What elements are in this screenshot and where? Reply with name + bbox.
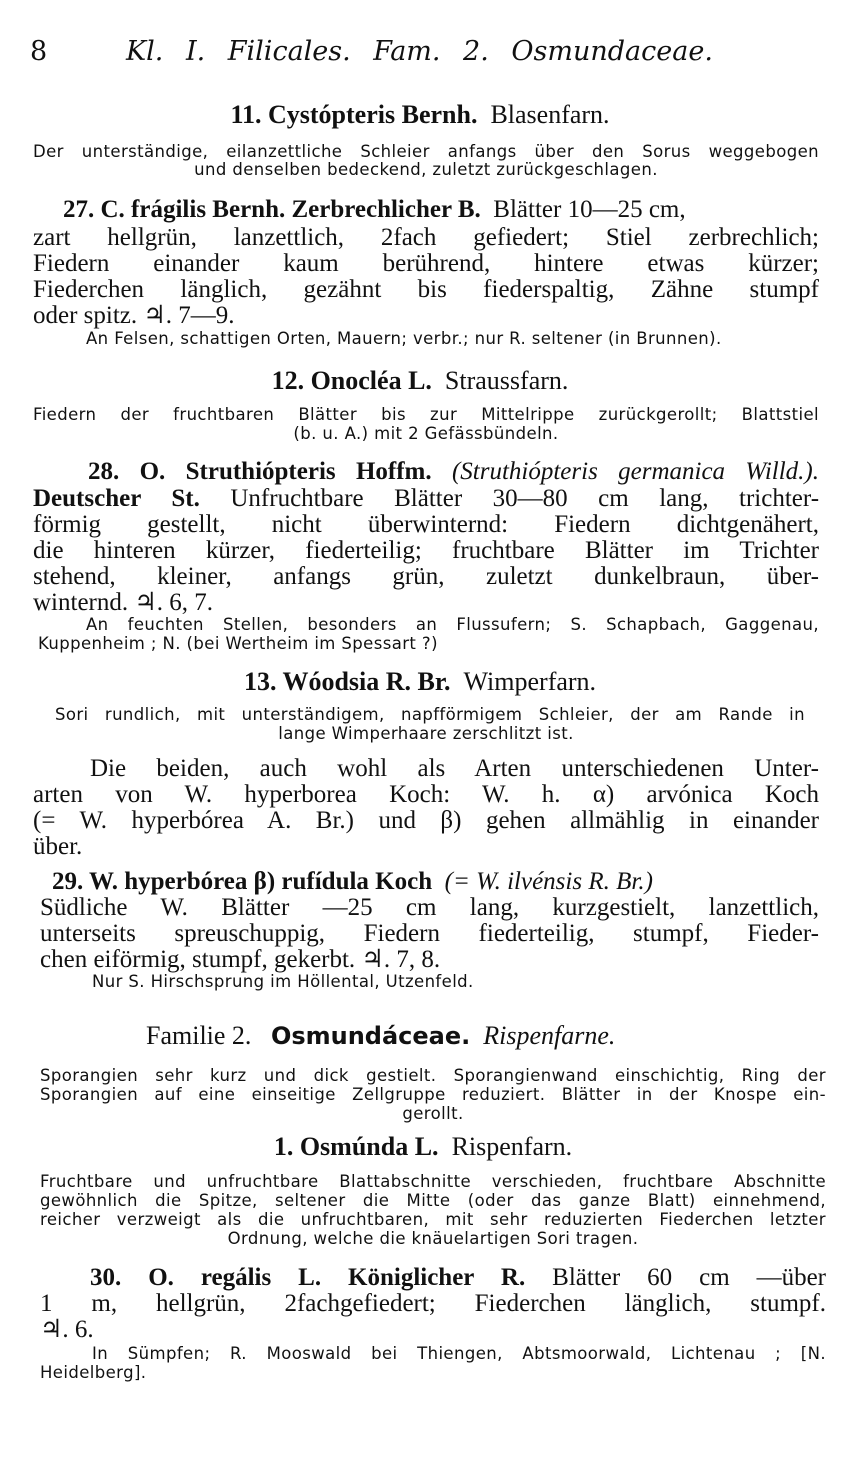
species-text-line: oder spitz. ♃. 7—9. bbox=[33, 302, 235, 329]
species-text-line: Fiederchen länglich, gezähnt bis fiederspaltig, Zähne stumpf bbox=[33, 276, 819, 303]
genus-heading bbox=[30, 1132, 816, 1162]
species-text-line bbox=[33, 485, 819, 513]
species-synonym: (= W. ilvénsis R. Br.) bbox=[444, 868, 653, 895]
genus-description-line: Fruchtbare und unfruchtbare Blattabschnitte verschieden, fruchtbare Abschnitte bbox=[40, 1172, 826, 1191]
habitat-note: Nur S. Hirschsprung im Höllental, Utzenfeld. bbox=[92, 972, 474, 991]
species-text: Unfruchtbare Blätter 30—80 cm lang, trichter- bbox=[230, 485, 820, 512]
family-label: Familie 2. bbox=[146, 1021, 252, 1050]
species-text-line: Fiedern einander kaum berührend, hintere etwas kürzer; bbox=[33, 250, 819, 277]
genus-description-line: Fiedern der fruchtbaren Blätter bis zur Mittelrippe zurückgerollt; Blattstiel bbox=[33, 405, 819, 424]
family-common-name: Rispenfarne. bbox=[483, 1021, 616, 1050]
species-common-name: Deutscher St. bbox=[33, 485, 200, 512]
genus-description-line: gewöhnlich die Spitze, seltener die Mitte (oder das ganze Blatt) einnehmend, bbox=[40, 1191, 826, 1210]
species-text-line: stehend, kleiner, anfangs grün, zuletzt dunkelbraun, über- bbox=[33, 563, 819, 590]
family-heading bbox=[146, 1021, 826, 1051]
family-description-line: gerollt. bbox=[402, 1104, 464, 1123]
genus-heading bbox=[30, 667, 810, 697]
species-entry-first-line bbox=[63, 196, 819, 224]
genus-description-line: und denselben bedeckend, zuletzt zurückgeschlagen. bbox=[194, 160, 658, 179]
paragraph-line: (= W. hyperbórea A. Br.) und β) gehen allmählig in einander bbox=[33, 807, 819, 834]
genus-name: 1. Osmúnda L. bbox=[273, 1132, 439, 1161]
genus-name: 12. Onocléa L. bbox=[271, 366, 432, 395]
genus-description-line: Ordnung, welche die knäuelartigen Sori tragen. bbox=[227, 1229, 639, 1248]
genus-heading bbox=[30, 100, 810, 130]
genus-description-line: reicher verzweigt als die unfruchtbaren, mit sehr reduzierten Fiederchen letzter bbox=[40, 1210, 826, 1229]
species-name: 29. W. hyperbórea β) rufídula Koch bbox=[52, 868, 433, 895]
species-entry-first-line bbox=[52, 868, 819, 896]
habitat-note: Heidelberg]. bbox=[40, 1363, 147, 1382]
genus-common-name: Wimperfarn. bbox=[463, 667, 597, 696]
genus-description-line: Sori rundlich, mit unterständigem, napfförmigem Schleier, der am Rande in bbox=[55, 705, 805, 724]
family-description-line: Sporangien auf eine einseitige Zellgruppe reduziert. Blätter in der Knospe ein- bbox=[40, 1085, 826, 1104]
page-number: 8 bbox=[30, 36, 48, 67]
species-text: Blätter 10—25 cm, bbox=[493, 196, 686, 223]
species-text-line: chen eiförmig, stumpf, gekerbt. ♃. 7, 8. bbox=[40, 946, 441, 973]
species-text: Blätter 60 cm —über bbox=[552, 1264, 827, 1291]
family-description-line: Sporangien sehr kurz und dick gestielt. Sporangienwand einschichtig, Ring der bbox=[40, 1066, 826, 1085]
habitat-note: In Sümpfen; R. Mooswald bei Thiengen, Abtsmoorwald, Lichtenau ; [N. bbox=[92, 1344, 826, 1363]
genus-name: 11. Cystópteris Bernh. bbox=[230, 100, 478, 129]
species-text-line: die hinteren kürzer, fiederteilig; fruchtbare Blätter im Trichter bbox=[33, 537, 819, 564]
genus-description-line: (b. u. A.) mit 2 Gefässbündeln. bbox=[293, 424, 559, 443]
species-name: 30. O. regális L. Königlicher R. bbox=[90, 1264, 526, 1291]
habitat-note: Kuppenheim ; N. (bei Wertheim im Spessart ?) bbox=[38, 634, 438, 653]
genus-common-name: Blasenfarn. bbox=[490, 100, 610, 129]
species-entry-first-line bbox=[90, 1264, 826, 1292]
species-text-line: ♃. 6. bbox=[40, 1316, 94, 1343]
paragraph-line: über. bbox=[33, 833, 83, 860]
family-name: Osmundáceae. bbox=[270, 1022, 471, 1050]
genus-common-name: Rispenfarn. bbox=[451, 1132, 573, 1161]
genus-description-line: Der unterständige, eilanzettliche Schleier anfangs über den Sorus weggebogen bbox=[33, 142, 819, 161]
species-text-line: förmig gestellt, nicht überwinternd: Fiedern dichtgenähert, bbox=[33, 511, 819, 538]
genus-description-line: lange Wimperhaare zerschlitzt ist. bbox=[278, 724, 574, 743]
species-text-line: Südliche W. Blätter —25 cm lang, kurzgestielt, lanzettlich, bbox=[40, 894, 819, 921]
species-name: 28. O. Struthiópteris Hoffm. bbox=[88, 458, 432, 485]
paragraph-line: Die beiden, auch wohl als Arten unterschiedenen Unter- bbox=[90, 755, 819, 782]
species-synonym: (Struthiópteris germanica Willd.). bbox=[451, 458, 820, 485]
species-text-line: 1 m, hellgrün, 2fachgefiedert; Fiederchen länglich, stumpf. bbox=[40, 1290, 826, 1317]
page-header bbox=[30, 36, 810, 76]
species-text-line: zart hellgrün, lanzettlich, 2fach gefiedert; Stiel zerbrechlich; bbox=[33, 224, 819, 251]
species-entry-first-line bbox=[88, 458, 819, 486]
paragraph-line: arten von W. hyperborea Koch: W. h. α) arvónica Koch bbox=[33, 781, 819, 808]
genus-heading bbox=[30, 366, 810, 396]
genus-name: 13. Wóodsia R. Br. bbox=[243, 667, 451, 696]
habitat-note: An feuchten Stellen, besonders an Flussufern; S. Schapbach, Gaggenau, bbox=[86, 615, 819, 634]
habitat-note: An Felsen, schattigen Orten, Mauern; verbr.; nur R. seltener (in Brunnen). bbox=[86, 329, 722, 348]
species-text-line: unterseits spreuschuppig, Fiedern fiederteilig, stumpf, Fieder- bbox=[40, 920, 819, 947]
genus-common-name: Straussfarn. bbox=[444, 366, 569, 395]
species-name: 27. C. frágilis Bernh. Zerbrechlicher B. bbox=[63, 196, 481, 223]
running-title: Kl. I. Filicales. Fam. 2. Osmundaceae. bbox=[126, 36, 713, 67]
species-text-line: winternd. ♃. 6, 7. bbox=[33, 589, 214, 616]
